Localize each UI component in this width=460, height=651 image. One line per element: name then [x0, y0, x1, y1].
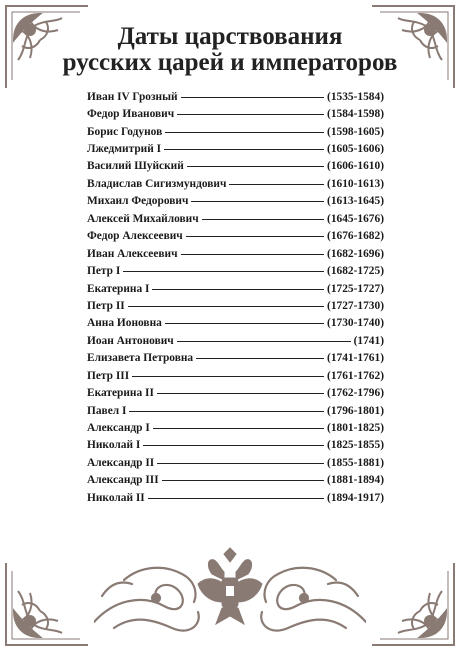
leader-line — [165, 132, 324, 133]
reign-years: (1894-1917) — [327, 491, 384, 504]
reign-years: (1645-1676) — [327, 212, 384, 225]
reign-years: (1730-1740) — [327, 317, 384, 330]
list-item — [87, 402, 384, 419]
reign-years: (1613-1645) — [327, 195, 384, 208]
list-item — [87, 193, 384, 210]
list-item — [87, 384, 384, 401]
leader-line — [165, 323, 324, 324]
bottom-ornament — [94, 540, 366, 638]
leader-line — [148, 498, 324, 499]
list-item — [87, 280, 384, 297]
reign-years: (1610-1613) — [327, 177, 384, 190]
leader-line — [181, 254, 325, 255]
double-headed-eagle-icon — [198, 548, 262, 624]
leader-line — [129, 411, 324, 412]
rulers-list — [87, 88, 384, 507]
list-item — [87, 88, 384, 105]
list-item — [87, 158, 384, 175]
reign-years: (1598-1605) — [327, 125, 384, 138]
list-item — [87, 210, 384, 227]
list-item — [87, 489, 384, 506]
ruler-name: Василий Шуйский — [87, 160, 184, 173]
ruler-name: Екатерина II — [87, 387, 154, 400]
ruler-name: Федор Алексеевич — [87, 230, 183, 243]
corner-ornament-icon — [368, 559, 460, 651]
title-line-2: русских царей и императоров — [62, 49, 398, 76]
list-item — [87, 228, 384, 245]
leader-line — [157, 463, 324, 464]
leader-line — [191, 201, 324, 202]
leader-line — [177, 114, 324, 115]
reign-years: (1741-1761) — [327, 352, 384, 365]
ruler-name: Петр I — [87, 265, 121, 278]
ruler-name: Николай I — [87, 439, 141, 452]
ruler-name: Александр I — [87, 422, 150, 435]
corner-ornament-icon — [0, 559, 92, 651]
list-item — [87, 140, 384, 157]
leader-line — [152, 289, 324, 290]
leader-line — [157, 393, 324, 394]
ruler-name: Александр III — [87, 474, 159, 487]
ruler-name: Федор Иванович — [87, 108, 175, 121]
ruler-name: Петр II — [87, 299, 125, 312]
leader-line — [153, 428, 324, 429]
ruler-name: Иван Алексеевич — [87, 247, 178, 260]
reign-years: (1606-1610) — [327, 160, 384, 173]
ruler-name: Елизавета Петровна — [87, 352, 194, 365]
reign-years: (1584-1598) — [327, 108, 384, 121]
list-item — [87, 262, 384, 279]
ruler-name: Николай II — [87, 491, 145, 504]
ruler-name: Екатерина I — [87, 282, 150, 295]
ruler-name: Александр II — [87, 456, 155, 469]
leader-line — [186, 236, 324, 237]
leader-line — [132, 376, 324, 377]
reign-years: (1855-1881) — [327, 456, 384, 469]
list-item — [87, 454, 384, 471]
leader-line — [162, 480, 324, 481]
leader-line — [187, 166, 324, 167]
leader-line — [128, 306, 324, 307]
reign-years: (1801-1825) — [327, 422, 384, 435]
list-item — [87, 437, 384, 454]
list-item — [87, 350, 384, 367]
list-item — [87, 332, 384, 349]
leader-line — [181, 97, 324, 98]
reign-years: (1825-1855) — [327, 439, 384, 452]
ruler-name: Владислав Сигизмундович — [87, 177, 227, 190]
ruler-name: Лжедмитрий I — [87, 143, 162, 156]
list-item — [87, 315, 384, 332]
ruler-name: Иван IV Грозный — [87, 90, 178, 103]
ruler-name: Борис Годунов — [87, 125, 163, 138]
leader-line — [123, 271, 324, 272]
leader-line — [229, 184, 324, 185]
leader-line — [143, 445, 324, 446]
reign-years: (1605-1606) — [327, 143, 384, 156]
list-item — [87, 245, 384, 262]
reign-years: (1796-1801) — [327, 404, 384, 417]
ruler-name: Михаил Федорович — [87, 195, 189, 208]
list-item — [87, 472, 384, 489]
reign-years: (1682-1725) — [327, 265, 384, 278]
reign-years: (1727-1730) — [327, 299, 384, 312]
reign-years: (1535-1584) — [327, 90, 384, 103]
leader-line — [202, 219, 324, 220]
reign-years: (1725-1727) — [327, 282, 384, 295]
list-item — [87, 297, 384, 314]
leader-line — [196, 358, 324, 359]
title-line-1: Даты царствования — [117, 23, 343, 50]
list-item — [87, 123, 384, 140]
reign-years: (1881-1894) — [327, 474, 384, 487]
reign-years: (1761-1762) — [327, 369, 384, 382]
list-item — [87, 419, 384, 436]
ruler-name: Алексей Михайлович — [87, 212, 199, 225]
reign-years: (1741) — [353, 334, 384, 347]
reign-years: (1682-1696) — [327, 247, 384, 260]
ruler-name: Анна Ионовна — [87, 317, 162, 330]
list-item — [87, 367, 384, 384]
list-item — [87, 175, 384, 192]
reign-years: (1676-1682) — [327, 230, 384, 243]
list-item — [87, 105, 384, 122]
ruler-name: Иоан Антонович — [87, 334, 174, 347]
page-title — [0, 24, 460, 76]
reign-years: (1762-1796) — [327, 387, 384, 400]
leader-line — [164, 149, 324, 150]
ruler-name: Павел I — [87, 404, 127, 417]
leader-line — [177, 341, 351, 342]
ruler-name: Петр III — [87, 369, 130, 382]
